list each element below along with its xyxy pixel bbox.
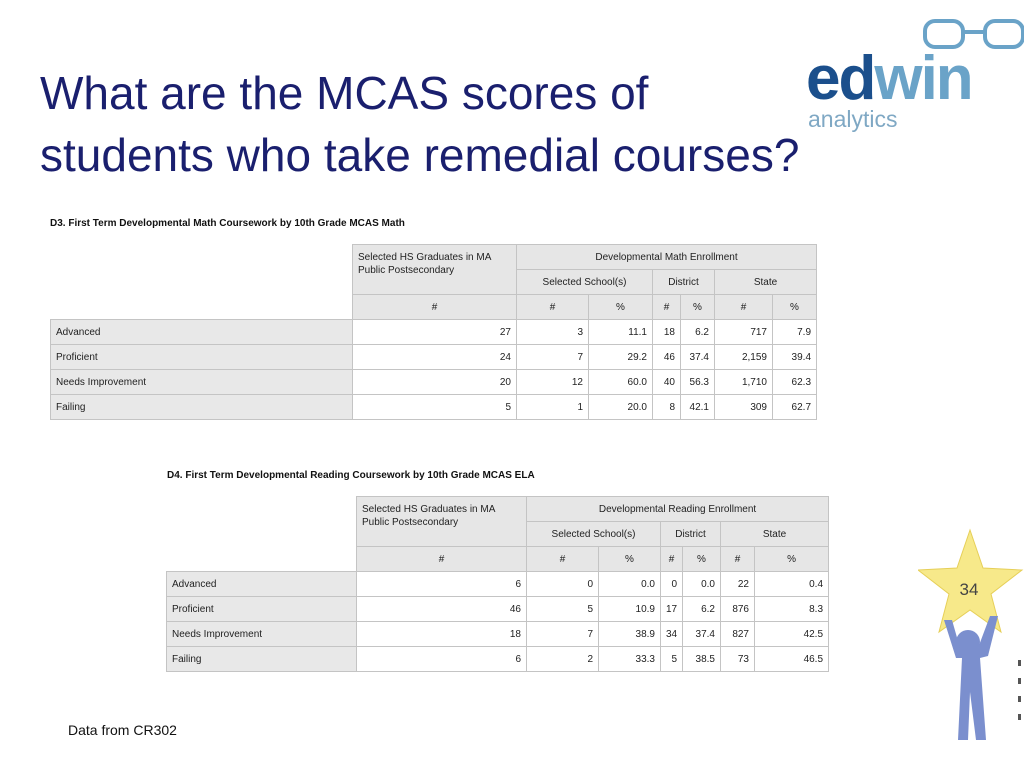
cell: 1,710 [715,370,773,395]
cell: 42.1 [681,395,715,420]
data-source-footnote: Data from CR302 [68,722,177,738]
table-corner [51,245,353,320]
cell: 0.0 [599,572,661,597]
subheader: % [683,547,721,572]
cell: 62.7 [773,395,817,420]
cell: 7 [517,345,589,370]
cell: 42.5 [755,622,829,647]
cell: 7 [527,622,599,647]
math-table-caption: D3. First Term Developmental Math Coursework by 10th Grade MCAS Math [50,218,405,229]
slide-title [40,62,820,186]
cell: 8 [653,395,681,420]
subheader: # [527,547,599,572]
cell: 5 [661,647,683,672]
group-header-state: State [715,270,817,295]
cell: 46 [357,597,527,622]
logo-win: win [874,44,972,113]
row-label: Proficient [51,345,353,370]
cell: 3 [517,320,589,345]
cell: 1 [517,395,589,420]
subheader: % [773,295,817,320]
cell: 62.3 [773,370,817,395]
cell: 40 [653,370,681,395]
slide-title-line-2: students who take remedial courses? [40,129,800,181]
reading-table-caption: D4. First Term Developmental Reading Coursework by 10th Grade MCAS ELA [167,470,535,481]
table-row [51,370,817,395]
table-row [51,395,817,420]
cell: 876 [721,597,755,622]
row-label: Failing [167,647,357,672]
row-label: Proficient [167,597,357,622]
cell: 11.1 [589,320,653,345]
subheader: # [353,295,517,320]
subheader: % [589,295,653,320]
cell: 46 [653,345,681,370]
cell: 8.3 [755,597,829,622]
cell: 2,159 [715,345,773,370]
cell: 56.3 [681,370,715,395]
grad-header: Selected HS Graduates in MA Public Postsecondary [357,497,527,547]
row-label: Needs Improvement [51,370,353,395]
cell: 7.9 [773,320,817,345]
cell: 39.4 [773,345,817,370]
cell: 73 [721,647,755,672]
cell: 60.0 [589,370,653,395]
row-label: Failing [51,395,353,420]
cell: 5 [353,395,517,420]
cell: 20.0 [589,395,653,420]
cell: 24 [353,345,517,370]
cell: 37.4 [683,622,721,647]
enrollment-header: Developmental Math Enrollment [517,245,817,270]
row-label: Needs Improvement [167,622,357,647]
cell: 6 [357,572,527,597]
cell: 6.2 [683,597,721,622]
subheader: # [715,295,773,320]
subheader: # [661,547,683,572]
cell: 33.3 [599,647,661,672]
slide-title-line-1: What are the MCAS scores of [40,67,649,119]
table-row [167,597,829,622]
subheader: # [653,295,681,320]
logo-wordmark [806,44,972,113]
group-header-district: District [653,270,715,295]
cell: 0.0 [683,572,721,597]
subheader: % [755,547,829,572]
enrollment-header: Developmental Reading Enrollment [527,497,829,522]
logo-ed: ed [806,44,875,113]
table-row [167,572,829,597]
cell: 18 [357,622,527,647]
cell: 6 [357,647,527,672]
cell: 827 [721,622,755,647]
table-row [167,647,829,672]
subheader: # [357,547,527,572]
cell: 0.4 [755,572,829,597]
group-header-state: State [721,522,829,547]
table-corner [167,497,357,572]
cell: 717 [715,320,773,345]
cell: 2 [527,647,599,672]
cell: 309 [715,395,773,420]
cell: 46.5 [755,647,829,672]
cell: 22 [721,572,755,597]
group-header-school: Selected School(s) [527,522,661,547]
slide-number: 34 [959,580,979,599]
cell: 17 [661,597,683,622]
star-person-icon [918,524,1024,768]
subheader: % [681,295,715,320]
table-row [167,622,829,647]
cell: 18 [653,320,681,345]
subheader: # [721,547,755,572]
subheader: % [599,547,661,572]
table-row [51,320,817,345]
cell: 0 [527,572,599,597]
cell: 6.2 [681,320,715,345]
cell: 27 [353,320,517,345]
math-table [50,244,817,420]
cell: 5 [527,597,599,622]
edwin-analytics-logo [806,18,1024,133]
cell: 38.9 [599,622,661,647]
logo-subtitle: analytics [808,106,898,132]
row-label: Advanced [167,572,357,597]
grad-header: Selected HS Graduates in MA Public Postsecondary [353,245,517,295]
cell: 20 [353,370,517,395]
reading-table [166,496,829,672]
table-row [51,345,817,370]
cell: 38.5 [683,647,721,672]
cell: 10.9 [599,597,661,622]
cell: 12 [517,370,589,395]
cell: 0 [661,572,683,597]
cell: 29.2 [589,345,653,370]
cell: 34 [661,622,683,647]
group-header-district: District [661,522,721,547]
subheader: # [517,295,589,320]
cell: 37.4 [681,345,715,370]
row-label: Advanced [51,320,353,345]
group-header-school: Selected School(s) [517,270,653,295]
